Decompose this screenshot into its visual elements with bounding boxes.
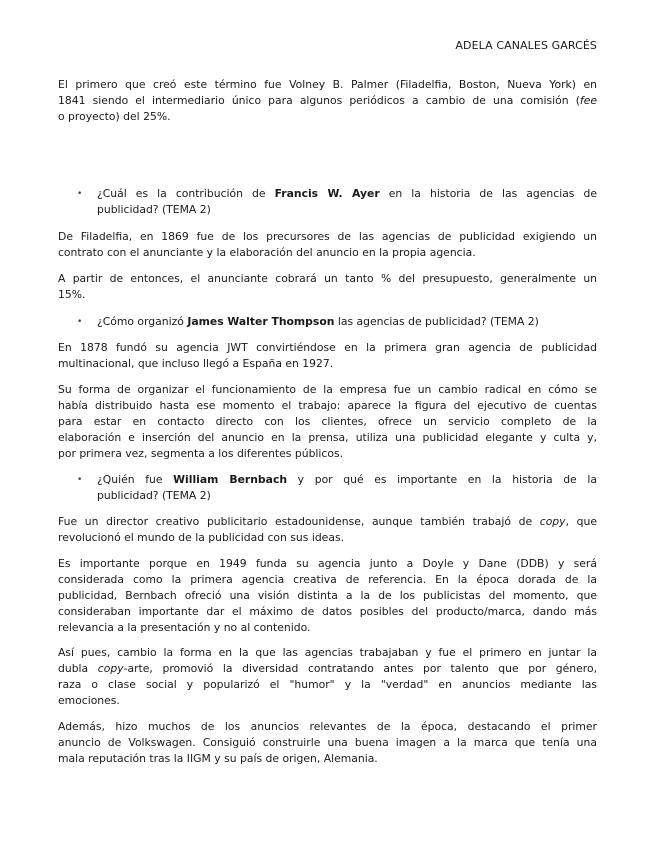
text-line (58, 661, 597, 677)
italic-term: fee (579, 94, 597, 107)
text-segment: mala reputación tras la IIGM y su país de origen, Alemania. (58, 752, 378, 765)
text-line (97, 314, 597, 330)
text-segment: elaboración e inserción del anuncio en la prensa, utiliza una publicidad elegante y culta y, (58, 431, 597, 444)
text-line (58, 677, 597, 693)
text-segment: Es importante porque en 1949 funda su agencia junto a Doyle y Dane (DDB) y será (58, 557, 597, 570)
bold-name: James Walter Thompson (187, 315, 335, 328)
text-line (58, 77, 597, 93)
text-line (58, 751, 597, 767)
text-line (58, 530, 597, 546)
text-segment: publicidad, Bernbach ofreció una visión distinta a la de los publicistas del momento, que (58, 589, 597, 602)
text-segment: para estar en contacto directo con los clientes, ofrece un servicio completo de la (58, 415, 597, 428)
text-line (58, 109, 597, 125)
text-line (58, 430, 597, 446)
text-segment: Así pues, cambio la forma en la que las agencias trabajaban y fue el primero en juntar la (58, 646, 597, 659)
text-line (58, 556, 597, 572)
paragraph (58, 719, 597, 767)
text-segment: consideraban importante dar el máximo de datos posibles del producto/marca, dando más (58, 605, 597, 618)
text-segment: o proyecto) del 25%. (58, 110, 171, 123)
text-line (58, 446, 597, 462)
text-line (97, 488, 597, 504)
text-line (58, 620, 597, 636)
text-line (58, 719, 597, 735)
paragraph (58, 382, 597, 462)
text-segment: revolucionó el mundo de la publicidad con sus ideas. (58, 531, 345, 544)
text-line (58, 245, 597, 261)
text-segment: Su forma de organizar el funcionamiento de la empresa fue un cambio radical en cómo se (58, 383, 597, 396)
text-segment: dubla (58, 662, 98, 675)
bullet-question (77, 314, 597, 330)
text-segment: , que (565, 515, 597, 528)
text-line (97, 472, 597, 488)
text-line (58, 340, 597, 356)
text-segment: De Filadelfia, en 1869 fue de los precursores de las agencias de publicidad exigiendo un (58, 230, 597, 243)
text-segment: 15%. (58, 288, 86, 301)
text-segment: en la historia de las agencias de (379, 187, 597, 200)
text-segment: publicidad? (TEMA 2) (97, 203, 211, 216)
bullet-icon: • (77, 475, 83, 485)
text-line (58, 588, 597, 604)
text-line (58, 514, 597, 530)
text-segment: publicidad? (TEMA 2) (97, 489, 211, 502)
text-segment: considerada como la primera agencia creativa de referencia. En la época dorada de la (58, 573, 597, 586)
paragraph (58, 271, 597, 303)
text-segment: ¿Cuál es la contribución de (97, 187, 275, 200)
paragraph (58, 645, 597, 709)
text-line (58, 735, 597, 751)
text-segment: ¿Quién fue (97, 473, 174, 486)
text-segment: relevancia a la presentación y no al contenido. (58, 621, 311, 634)
text-segment: Además, hizo muchos de los anuncios relevantes de la época, destacando el primer (58, 720, 597, 733)
text-line (58, 287, 597, 303)
italic-term: copy (539, 515, 566, 528)
text-segment: y por qué es importante en la historia de la (287, 473, 597, 486)
bullet-question (77, 186, 597, 218)
text-segment: las agencias de publicidad? (TEMA 2) (334, 315, 539, 328)
text-segment: En 1878 fundó su agencia JWT convirtiéndose en la primera gran agencia de publicidad (58, 341, 597, 354)
text-segment: A partir de entonces, el anunciante cobrará un tanto % del presupuesto, generalmente un (58, 272, 597, 285)
paragraph (58, 556, 597, 636)
text-line (97, 186, 597, 202)
text-line (58, 229, 597, 245)
text-segment: anuncio de Volkswagen. Consiguió construirle una buena imagen a la marca que tenía una (58, 736, 597, 749)
paragraph (58, 514, 597, 546)
paragraph (58, 340, 597, 372)
text-line (58, 572, 597, 588)
text-segment: raza o clase social y popularizó el "humor" y la "verdad" en anuncios mediante las (58, 678, 597, 691)
text-segment: emociones. (58, 694, 120, 707)
text-segment: Fue un director creativo publicitario estadounidense, aunque también trabajó de (58, 515, 540, 528)
text-line (58, 271, 597, 287)
italic-term: copy (97, 662, 124, 675)
bold-name: Francis W. Ayer (274, 187, 380, 200)
bold-name: William Bernbach (173, 473, 288, 486)
text-segment: contrato con el anunciante y la elaboración del anuncio en la propia agencia. (58, 246, 476, 259)
text-segment: ¿Cómo organizó (97, 315, 188, 328)
text-segment: -arte, promovió la diversidad contratando antes por talento que por género, (123, 662, 598, 675)
text-line (58, 356, 597, 372)
text-line (58, 645, 597, 661)
bullet-question (77, 472, 597, 504)
bullet-icon: • (77, 189, 83, 199)
text-line (58, 693, 597, 709)
text-segment: El primero que creó este término fue Volney B. Palmer (Filadelfia, Boston, Nueva York) en (58, 78, 597, 91)
text-line (58, 398, 597, 414)
text-line (58, 382, 597, 398)
paragraph (58, 77, 597, 125)
paragraph (58, 229, 597, 261)
text-line (97, 202, 597, 218)
text-segment: multinacional, que incluso llegó a España en 1927. (58, 357, 334, 370)
text-segment: por primera vez, segmenta a los diferentes públicos. (58, 447, 344, 460)
page-header-author: ADELA CANALES GARCÉS (455, 39, 597, 52)
text-segment: había distribuido hasta ese momento el trabajo: aparece la figura del ejecutivo de cuentas (58, 399, 597, 412)
text-line (58, 93, 597, 109)
text-line (58, 604, 597, 620)
bullet-icon: • (77, 317, 83, 327)
text-segment: 1841 siendo el intermediario único para algunos periódicos a cambio de una comisión ( (58, 94, 580, 107)
text-line (58, 414, 597, 430)
